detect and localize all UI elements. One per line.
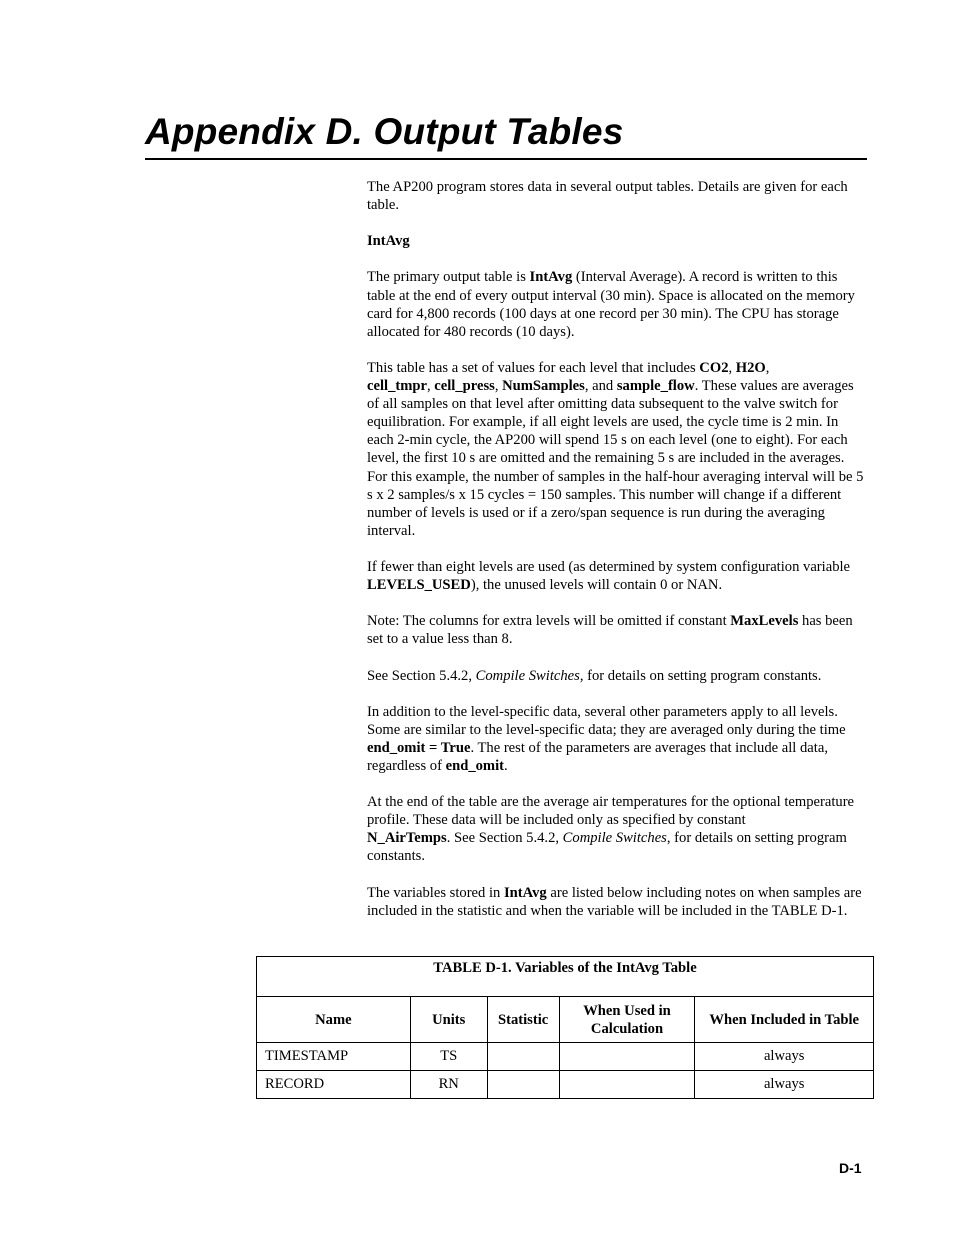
- body-text: [367, 178, 867, 938]
- table-header-row: [257, 997, 874, 1043]
- section-heading: IntAvg: [367, 233, 410, 250]
- paragraph-variables: The variables stored in IntAvg are listed below including notes on when samples are included in the statistic and when the variable will be included in the TABLE D-1.: [367, 884, 862, 919]
- paragraph-note: Note: The columns for extra levels will be omitted if constant MaxLevels has been set to a value less than 8.: [367, 613, 853, 648]
- page-title: Appendix D. Output Tables: [145, 108, 867, 160]
- column-header-when-included: When Included in Table: [695, 997, 874, 1043]
- table-cell: RECORD: [257, 1071, 411, 1099]
- table-cell: TIMESTAMP: [257, 1043, 411, 1071]
- paragraph-fewer-levels: If fewer than eight levels are used (as determined by system configuration variable LEVELS_USED), the unused levels will contain 0 or NAN.: [367, 558, 851, 594]
- table-cell: [559, 1043, 695, 1071]
- paragraph-air-temps: At the end of the table are the average air temperatures for the optional temperature profile. These data will be included only as specified by constant N_AirTemps. See Section 5.4.2, Compile Switches, for details on setting program constants.: [367, 794, 855, 865]
- column-header-when-used: When Used in Calculation: [559, 997, 695, 1043]
- variables-table: [256, 956, 874, 1099]
- paragraph-other-parameters: In addition to the level-specific data, several other parameters apply to all levels. Some are similar to the level-specific data; they are averaged only during the time end_omit = True. The rest of the parameters are averages that include all data, regardless of end_omit.: [367, 703, 846, 774]
- table-cell: TS: [410, 1043, 487, 1071]
- column-header-name: Name: [257, 997, 411, 1043]
- table-cell: always: [695, 1071, 874, 1099]
- table-cell: [487, 1043, 559, 1071]
- page-number: D-1: [839, 1160, 862, 1176]
- table-row: [257, 1071, 874, 1099]
- table-cell: always: [695, 1043, 874, 1071]
- intro-paragraph: The AP200 program stores data in several output tables. Details are given for each table.: [367, 179, 848, 214]
- table-cell: [487, 1071, 559, 1099]
- table-cell: RN: [410, 1071, 487, 1099]
- paragraph-level-values: This table has a set of values for each level that includes CO2, H2O, cell_tmpr, cell_press, NumSamples, and sample_flow. These values are averages of all samples on that level after omitting data subsequent to the valve switch for equilibration. For example, if all eight levels are used, the cycle time is 2 min. In each 2-min cycle, the AP200 will spend 15 s on each level (one to eight). For each level, the first 10 s are omitted and the remaining 5 s are included in the averages. For this example, the number of samples in the half-hour averaging interval will be 5 s x 2 samples/s x 15 cycles = 150 samples. This number will change if a different number of levels is used or if a zero/span sequence is run during the averaging interval.: [367, 359, 864, 539]
- paragraph-primary-table: The primary output table is IntAvg (Interval Average). A record is written to this table at the end of every output interval (30 min). Space is allocated on the memory card for 4,800 records (100 days at one record per 30 min). The CPU has storage allocated for 480 records (10 days).: [367, 269, 855, 340]
- paragraph-see-section: See Section 5.4.2, Compile Switches, for details on setting program constants.: [367, 667, 822, 684]
- table-row: [257, 1043, 874, 1071]
- column-header-units: Units: [410, 997, 487, 1043]
- table-cell: [559, 1071, 695, 1099]
- table-caption: TABLE D-1. Variables of the IntAvg Table: [257, 957, 874, 997]
- column-header-statistic: Statistic: [487, 997, 559, 1043]
